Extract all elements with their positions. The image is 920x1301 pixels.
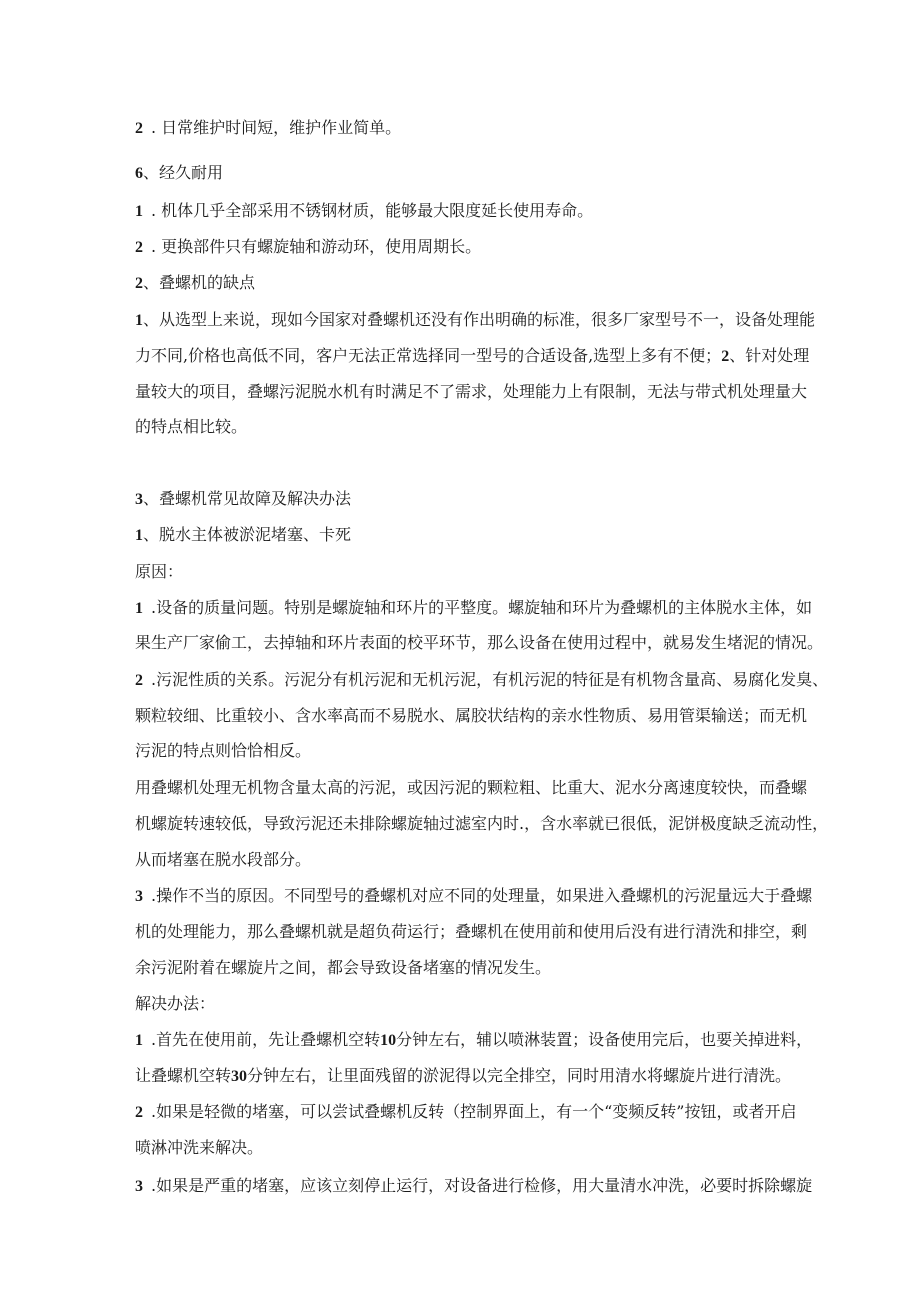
paragraph-line: 果生产厂家偷工，去掉轴和环片表面的校平环节，那么设备在使用过程中，就易发生堵泥的情况。 [135,633,824,652]
section-heading: 6、经久耐用 [135,163,224,182]
paragraph-line: 喷淋冲洗来解决。 [135,1138,264,1157]
paragraph-line: 用叠螺机处理无机物含量太高的污泥，或因污泥的颗粒粗、比重大、泥水分离速度较快，而叠螺 [135,778,808,797]
paragraph-line: 污泥的特点则恰恰相反。 [135,741,312,760]
subsection-heading: 1、脱水主体被淤泥堵塞、卡死 [135,525,352,544]
paragraph-line: 1 .首先在使用前，先让叠螺机空转10分钟左右，辅以喷淋装置；设备使用完后，也要关掉进料， [135,1030,813,1049]
paragraph-line: 颗粒较细、比重较小、含水率高而不易脱水、属胶状结构的亲水性物质、易用管渠输送；而无机 [135,706,808,725]
paragraph-line: 3 .操作不当的原因。不同型号的叠螺机对应不同的处理量，如果进入叠螺机的污泥量远大于叠螺 [135,886,813,905]
paragraph-line: 余污泥附着在螺旋片之间，都会导致设备堵塞的情况发生。 [135,958,552,977]
paragraph-line: 3 .如果是严重的堵塞，应该立刻停止运行，对设备进行检修，用大量清水冲洗，必要时拆除螺旋 [135,1176,813,1195]
paragraph-line: 1 .设备的质量问题。特别是螺旋轴和环片的平整度。螺旋轴和环片为叠螺机的主体脱水主体，如 [135,598,813,617]
list-item: 1 . 机体几乎全部采用不锈钢材质，能够最大限度延长使用寿命。 [135,201,594,220]
list-item: 2 . 日常维护时间短，维护作业简单。 [135,118,402,137]
paragraph-line: 量较大的项目，叠螺污泥脱水机有时满足不了需求，处理能力上有限制，无法与带式机处理量大 [135,382,808,401]
paragraph-line: 让叠螺机空转30分钟左右，让里面残留的淤泥得以完全排空，同时用清水将螺旋片进行清洗。 [135,1066,792,1085]
list-item: 2 . 更换部件只有螺旋轴和游动环，使用周期长。 [135,237,482,256]
paragraph-line: 的特点相比较。 [135,417,248,436]
paragraph-line: 从而堵塞在脱水段部分。 [135,850,312,869]
section-heading: 2、叠螺机的缺点 [135,273,256,292]
paragraph-line: 2 .如果是轻微的堵塞，可以尝试叠螺机反转（控制界面上，有一个“变频反转”按钮，或者开启 [135,1102,797,1121]
paragraph-line: 机的处理能力，那么叠螺机就是超负荷运行；叠螺机在使用前和使用后没有进行清洗和排空，剩 [135,922,808,941]
paragraph-line: 机螺旋转速较低，导致污泥还未排除螺旋轴过滤室内时.，含水率就已很低，泥饼极度缺乏流动性， [135,814,829,833]
paragraph-line: 1、从选型上来说，现如今国家对叠螺机还没有作出明确的标准，很多厂家型号不一，设备处理能 [135,310,816,329]
label-text: 原因： [135,562,184,581]
label-text: 解决办法： [135,994,216,1013]
paragraph-line: 2 .污泥性质的关系。污泥分有机污泥和无机污泥，有机污泥的特征是有机物含量高、易腐化发臭、 [135,670,829,689]
section-heading: 3、叠螺机常见故障及解决办法 [135,489,352,508]
paragraph-line: 力不同,价格也高低不同，客户无法正常选择同一型号的合适设备,选型上多有不便；2、针对处理 [135,346,810,365]
